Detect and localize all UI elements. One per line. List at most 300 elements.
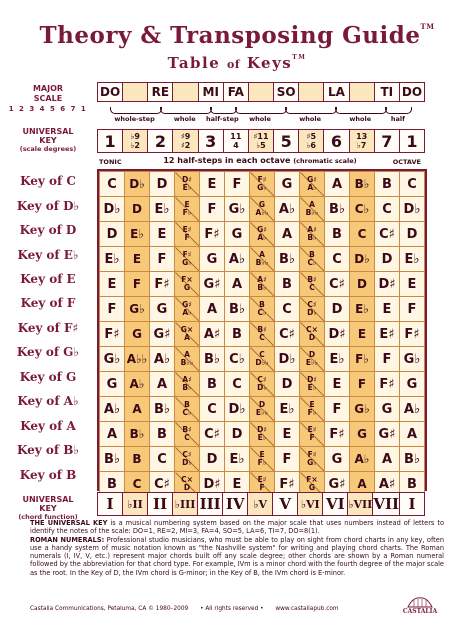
major-scale-label: MAJOR SCALE 1 2 3 4 5 6 7 1 [8, 84, 88, 113]
note-cell-part: F× [181, 275, 193, 284]
castalia-logo: CASTALIA [398, 596, 442, 618]
note-cell: D♯ [325, 322, 350, 347]
note-cell: G [325, 447, 350, 472]
note-cell [175, 347, 200, 372]
note-cell-part: E♭ [257, 433, 267, 442]
note-cell [300, 247, 325, 272]
key-label: Key of F [20, 296, 76, 311]
note-cell: A♭ [350, 447, 375, 472]
note-cell-part: G [258, 200, 266, 209]
note-cell-part: C♭ [182, 408, 192, 417]
note-cell: E♭ [125, 222, 150, 247]
note-cell: F♯ [200, 222, 225, 247]
note-cell: E [225, 472, 250, 497]
note-cell: C [325, 247, 350, 272]
scale-degree-cell [299, 130, 324, 152]
chord-function-cell: V [273, 493, 298, 515]
note-cell: F [350, 372, 375, 397]
note-cell: F [400, 297, 425, 322]
note-cell-part: G♭ [307, 458, 317, 467]
note-cell-part: B♭♭ [255, 258, 269, 267]
note-cell-part: G♯ [257, 225, 267, 234]
key-row [100, 422, 425, 447]
page-title: Theory & Transposing Guide™ [39, 22, 435, 49]
note-cell: B [325, 222, 350, 247]
note-cell: D [100, 222, 125, 247]
note-cell-part: E [309, 400, 315, 409]
note-cell [175, 297, 200, 322]
note-cell: E♭ [325, 347, 350, 372]
note-cell: B♭ [400, 447, 425, 472]
note-cell: D [350, 272, 375, 297]
note-cell: C♯ [200, 422, 225, 447]
note-cell [175, 272, 200, 297]
step-label: whole [173, 115, 196, 123]
note-cell-part: G♯ [182, 300, 192, 309]
footer [30, 606, 444, 612]
note-cell-part: A♯ [182, 375, 192, 384]
note-cell-part: E♭ [182, 183, 192, 192]
note-cell-part: A♯ [307, 225, 317, 234]
note-cell: B [150, 422, 175, 447]
chord-function-cell: ♭III [173, 493, 198, 515]
note-cell: B [200, 372, 225, 397]
note-cell: G♭ [350, 397, 375, 422]
scale-degree-part: ♭7 [356, 141, 367, 150]
step-label: whole [299, 115, 322, 123]
note-cell: B♭ [225, 297, 250, 322]
chord-function-cell: ♭VI [298, 493, 323, 515]
note-cell: A♭ [225, 247, 250, 272]
note-cell-part: C♭ [257, 308, 267, 317]
note-cell-part: A♭ [182, 308, 192, 317]
step-label: half [390, 115, 405, 123]
scale-degree-cell: 7 [375, 130, 400, 152]
note-cell [175, 397, 200, 422]
tonic-label: TONIC [99, 158, 122, 166]
note-cell: A♭♭ [125, 347, 150, 372]
note-cell-part: A [184, 333, 190, 342]
note-cell: F [200, 197, 225, 222]
note-cell: A♭ [150, 347, 175, 372]
note-cell: E [375, 297, 400, 322]
scale-degree-cell: 3 [199, 130, 224, 152]
scale-degree-cell [350, 130, 375, 152]
note-cell-part: E [184, 200, 190, 209]
chord-function-cell: ♭V [248, 493, 273, 515]
note-cell: F [275, 447, 300, 472]
note-cell: C♯ [150, 472, 175, 497]
note-cell-part: B [259, 300, 265, 309]
note-cell: G [225, 222, 250, 247]
key-label: Key of A♭ [17, 394, 79, 409]
note-cell-part: F♯ [257, 175, 267, 184]
note-cell-part: D♭ [182, 458, 192, 467]
step-brace [110, 107, 162, 114]
note-cell-part: F♭ [307, 408, 317, 417]
step-brace [385, 107, 412, 114]
note-cell-part: D♭ [307, 308, 317, 317]
step-brace [335, 107, 387, 114]
solfege-strip [97, 82, 425, 102]
note-cell-part: F [184, 233, 190, 242]
note-cell [250, 447, 275, 472]
note-cell: D♭ [100, 197, 125, 222]
note-cell [300, 222, 325, 247]
chord-function-cell: ♭II [123, 493, 148, 515]
note-cell: A [125, 397, 150, 422]
note-cell: G♯ [325, 472, 350, 497]
scale-degree-strip [97, 129, 425, 153]
note-cell [175, 247, 200, 272]
note-cell: G♭ [225, 197, 250, 222]
note-cell: F [225, 172, 250, 197]
note-cell: A [225, 272, 250, 297]
note-cell [250, 397, 275, 422]
note-cell-part: G♭ [257, 183, 267, 192]
note-cell: E♭ [350, 297, 375, 322]
note-cell [175, 197, 200, 222]
note-cell: D [200, 447, 225, 472]
step-label: half-step [206, 115, 239, 123]
note-cell [300, 272, 325, 297]
note-cell-part: B♭ [182, 383, 192, 392]
note-cell: D♭ [125, 172, 150, 197]
note-cell-part: C [184, 433, 190, 442]
note-cell-part: B♭♭ [305, 208, 319, 217]
note-cell: C♯ [325, 272, 350, 297]
note-cell-part: C♯ [307, 300, 317, 309]
note-cell-part: C♯ [257, 375, 267, 384]
step-label: whole-step [114, 115, 155, 123]
note-cell-part: B [309, 250, 315, 259]
note-cell: E♭ [150, 197, 175, 222]
note-cell: E [350, 322, 375, 347]
harp-icon [405, 596, 435, 608]
note-cell: B♭ [150, 397, 175, 422]
note-cell: A [100, 422, 125, 447]
note-cell: G [350, 422, 375, 447]
note-cell: G♭ [125, 297, 150, 322]
note-cell-part: D♭♭ [255, 358, 269, 367]
solfege-cell [350, 83, 375, 101]
note-cell: C [375, 197, 400, 222]
chord-function-cell: I [400, 493, 424, 515]
note-cell: E♭ [225, 447, 250, 472]
key-label: Key of A [20, 418, 76, 433]
note-cell: F♯ [325, 422, 350, 447]
scale-degree-cell [173, 130, 198, 152]
note-cell: B♭ [100, 447, 125, 472]
note-cell: F♭ [350, 347, 375, 372]
note-cell: B [375, 172, 400, 197]
key-label: Key of D [19, 223, 77, 238]
scale-degree-part: ♯5 [306, 132, 317, 141]
scale-degree-part: ♯2 [180, 141, 191, 150]
note-cell: E♯ [375, 322, 400, 347]
note-cell-part: F [259, 483, 265, 492]
note-cell-part: B♭ [257, 283, 267, 292]
solfege-cell [123, 83, 148, 101]
chord-function-strip [97, 492, 425, 516]
note-cell: B [125, 447, 150, 472]
note-cell-part: E♯ [307, 425, 317, 434]
solfege-cell: MI [199, 83, 224, 101]
note-cell-part: D [308, 333, 316, 342]
note-cell [300, 347, 325, 372]
note-cell [175, 422, 200, 447]
scale-degree-cell: 5 [274, 130, 299, 152]
chromatic-header [97, 155, 423, 167]
note-cell: A♭ [275, 197, 300, 222]
note-cell: D♭ [400, 197, 425, 222]
note-cell: D [400, 222, 425, 247]
solfege-cell: LA [324, 83, 349, 101]
note-cell-part: F♭ [182, 208, 192, 217]
chord-function-cell: IV [223, 493, 248, 515]
note-cell-part: G [183, 283, 191, 292]
note-cell-part: E [259, 450, 265, 459]
note-cell-part: D♯ [257, 425, 267, 434]
explanation-text: THE UNIVERSAL KEY is a musical numbering system based on the major scale that uses numbers instead of letters to identify the notes of the scale: DO=1, RE=2, MI=3, FA=4, SO=5, LA=6, TI=7, DO=8(1). ROMAN NUMERALS: Professional studio musicians, who must be able to play on sight from chord charts in any key, often use a handy system of music notation known as "the Nashville system" for writing and playing chord charts. The Roman numerals (I, IV, V, etc.) represent major chords built off any scale degree; other chords are shown by a Roman numeral followed by the abbreviation for that chord type. For example, IVm is a minor chord with the fourth degree of the major scale as the root. In the Key of D, the IVm chord is G-minor; in the Key of B, the IVm chord is E-minor. [30, 519, 444, 577]
note-cell: A♭ [400, 397, 425, 422]
note-cell-part: A [184, 350, 190, 359]
note-cell [175, 222, 200, 247]
note-cell: D♯ [200, 472, 225, 497]
note-cell [250, 372, 275, 397]
note-cell: G [200, 247, 225, 272]
note-cell-part: D [258, 400, 266, 409]
scale-degree-part: ♭5 [256, 141, 266, 150]
key-label: Key of B♭ [16, 443, 80, 458]
note-cell: C [125, 472, 150, 497]
key-row [100, 222, 425, 247]
step-intervals [97, 104, 423, 126]
note-cell [300, 197, 325, 222]
note-cell: F [125, 272, 150, 297]
step-label: whole [349, 115, 372, 123]
note-cell-part: C [259, 350, 265, 359]
note-cell-part: F♭ [257, 458, 267, 467]
universal-key-degrees-label: UNIVERSAL KEY (scale degrees) [19, 127, 77, 153]
solfege-cell: SO [274, 83, 299, 101]
key-label: Key of C [20, 174, 76, 189]
note-cell [250, 347, 275, 372]
key-row [100, 272, 425, 297]
note-cell: B [100, 472, 125, 497]
note-cell: A [275, 222, 300, 247]
note-cell-part: C♭ [307, 258, 317, 267]
note-cell-part: C× [306, 325, 318, 334]
note-cell-part: A [259, 250, 265, 259]
transposing-grid [97, 169, 427, 491]
solfege-cell: DO [98, 83, 123, 101]
key-row [100, 297, 425, 322]
note-cell: F [375, 347, 400, 372]
note-cell: G [125, 322, 150, 347]
note-cell-part: D♯ [182, 175, 192, 184]
note-cell-part: B♭ [307, 233, 317, 242]
footer-copyright: Castalia Communications, Petaluma, CA © 1980–2009 [30, 606, 189, 612]
note-cell: B [275, 272, 300, 297]
step-brace [285, 107, 337, 114]
note-cell: C [275, 297, 300, 322]
note-cell-part: D [308, 350, 316, 359]
note-cell-part: E♭♭ [305, 358, 319, 367]
note-cell: D [225, 422, 250, 447]
note-cell-part: B♯ [257, 325, 267, 334]
note-cell: E [125, 247, 150, 272]
note-cell: E♭ [100, 247, 125, 272]
note-cell: B♭ [275, 247, 300, 272]
note-cell: G♯ [200, 272, 225, 297]
note-cell-part: G× [180, 325, 194, 334]
note-cell: D [275, 372, 300, 397]
key-row [100, 447, 425, 472]
note-cell [300, 322, 325, 347]
chord-function-cell: ♭VII [348, 493, 373, 515]
universal-key-chord-label: UNIVERSAL KEY (chord function) [18, 495, 78, 521]
note-cell: B♭ [200, 347, 225, 372]
note-cell-part: F× [306, 475, 318, 484]
scale-degree-part: ♭6 [306, 141, 316, 150]
chord-function-cell: III [198, 493, 223, 515]
note-cell: E [100, 272, 125, 297]
note-cell: G [150, 297, 175, 322]
note-cell: F [325, 397, 350, 422]
footer-url: www.castaliapub.com [275, 606, 339, 612]
note-cell [250, 322, 275, 347]
key-label: Key of G [19, 369, 77, 384]
note-cell: G♭ [400, 347, 425, 372]
note-cell: C♭ [225, 347, 250, 372]
note-cell: E [400, 272, 425, 297]
note-cell-part: G♯ [307, 175, 317, 184]
note-cell: D♭ [350, 247, 375, 272]
chord-function-cell: VI [323, 493, 348, 515]
key-row [100, 322, 425, 347]
note-cell-part: F [309, 433, 315, 442]
note-cell-part: F♯ [182, 250, 192, 259]
note-cell-part: C [309, 283, 315, 292]
solfege-cell: FA [224, 83, 249, 101]
solfege-cell: RE [148, 83, 173, 101]
key-label: Key of E♭ [17, 247, 79, 262]
note-cell-part: A♯ [257, 275, 267, 284]
scale-degree-part: 13 [356, 132, 368, 141]
note-cell: B♭ [125, 422, 150, 447]
solfege-cell [299, 83, 324, 101]
note-cell-part: B♭♭ [180, 358, 194, 367]
note-cell: G [100, 372, 125, 397]
key-row [100, 372, 425, 397]
note-cell: F♯ [400, 322, 425, 347]
solfege-cell: DO [401, 85, 423, 99]
key-label: Key of F♯ [17, 320, 79, 335]
chord-function-cell: VII [373, 495, 400, 513]
step-brace [210, 107, 237, 114]
note-cell-part: A [309, 200, 315, 209]
note-cell: C [350, 222, 375, 247]
note-cell: G [375, 397, 400, 422]
scale-degree-cell [123, 130, 148, 152]
note-cell: B♭ [350, 172, 375, 197]
note-cell [250, 272, 275, 297]
note-cell-part: B♯ [182, 425, 192, 434]
note-cell [175, 322, 200, 347]
note-cell-part: E♭ [307, 383, 317, 392]
note-cell: F♯ [275, 472, 300, 497]
scale-degree-part: 11 [230, 132, 242, 141]
note-cell: G♯ [375, 422, 400, 447]
note-cell-part: A♭ [307, 183, 317, 192]
note-cell: E [150, 222, 175, 247]
key-label-column [0, 169, 96, 487]
solfege-cell: TI [375, 83, 400, 101]
note-cell [175, 447, 200, 472]
scale-degree-cell: 1 [98, 130, 123, 152]
chord-function-cell: I [98, 493, 123, 515]
note-cell: A [375, 447, 400, 472]
note-cell-part: C [259, 333, 265, 342]
note-cell [250, 247, 275, 272]
note-cell: A♯ [200, 322, 225, 347]
scale-degree-part: ♭9 [130, 132, 140, 141]
note-cell: G [275, 172, 300, 197]
note-cell: F [100, 297, 125, 322]
scale-degree-cell: 6 [324, 130, 349, 152]
note-cell [250, 197, 275, 222]
solfege-cell [249, 83, 274, 101]
note-cell [250, 422, 275, 447]
key-row [100, 347, 425, 372]
note-cell: D [375, 247, 400, 272]
note-cell: A♭ [125, 372, 150, 397]
note-cell-part: D♯ [307, 375, 317, 384]
scale-degree-cell: 1 [400, 130, 424, 152]
key-label: Key of D♭ [16, 198, 80, 213]
footer-rights: • All rights reserved • [200, 606, 264, 612]
note-cell: D [325, 297, 350, 322]
note-cell: F♯ [375, 372, 400, 397]
note-cell-part: A♭♭ [255, 208, 269, 217]
note-cell: D [150, 172, 175, 197]
note-cell-part: G♭ [182, 258, 192, 267]
halfsteps-label: 12 half-steps in each octave (chromatic scale) [163, 156, 357, 165]
note-cell: C♯ [375, 222, 400, 247]
note-cell: D [125, 197, 150, 222]
scale-degree-cell: 2 [148, 130, 173, 152]
note-cell-part: C× [181, 475, 193, 484]
note-cell-part: C♯ [182, 450, 192, 459]
note-cell: C [200, 397, 225, 422]
note-cell [300, 397, 325, 422]
note-cell: A [150, 372, 175, 397]
note-cell: A♭ [100, 397, 125, 422]
note-cell [250, 297, 275, 322]
key-row [100, 247, 425, 272]
note-cell: C [150, 447, 175, 472]
note-cell: F [150, 247, 175, 272]
note-cell: A [400, 422, 425, 447]
note-cell-part: E♯ [257, 475, 267, 484]
octave-label: OCTAVE [392, 158, 421, 166]
note-cell: G♯ [150, 322, 175, 347]
note-cell: D♯ [375, 272, 400, 297]
note-cell: E♭ [400, 247, 425, 272]
note-cell: A♯ [375, 472, 400, 497]
note-cell [300, 372, 325, 397]
